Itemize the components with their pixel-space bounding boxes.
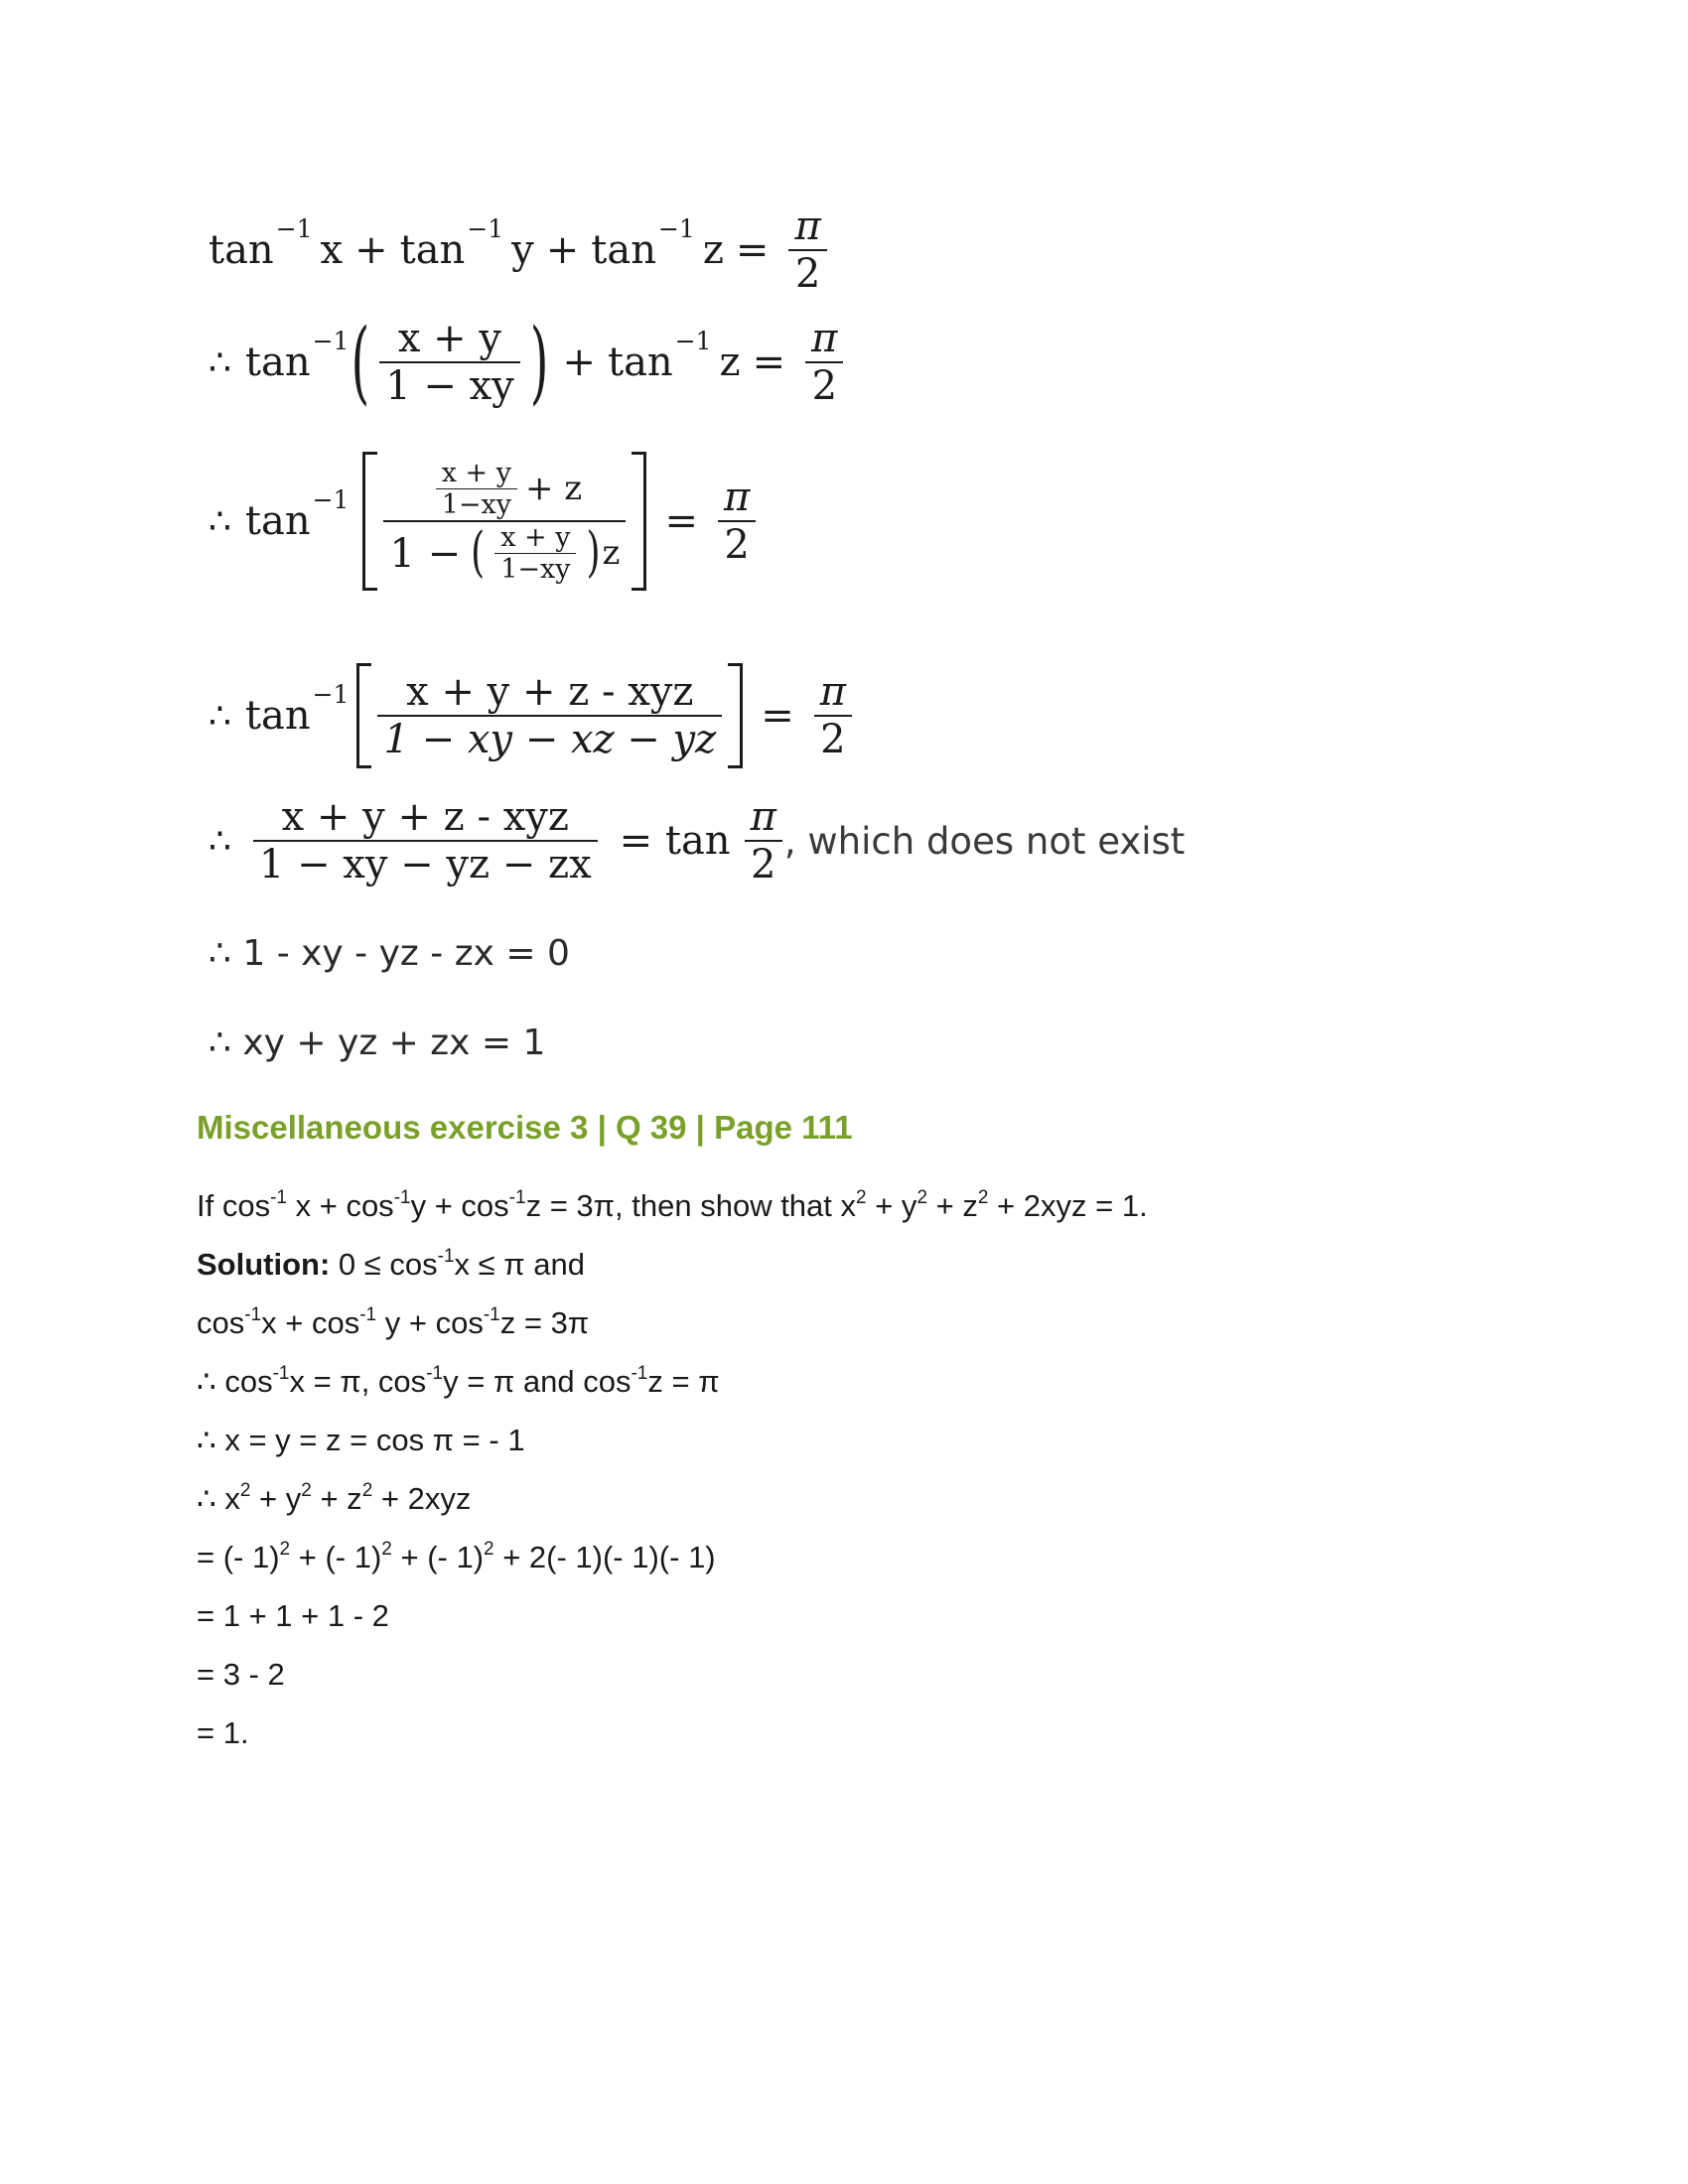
solution-label: Solution:	[197, 1247, 331, 1282]
denominator: 2	[820, 717, 846, 762]
solution-part: z = π	[647, 1364, 720, 1399]
var-z: z	[602, 533, 621, 574]
solution-part: x + cos	[261, 1305, 360, 1340]
superscript: 2	[361, 1479, 373, 1501]
question-part: + 2xyz = 1.	[988, 1188, 1148, 1223]
var-z: z	[702, 227, 724, 273]
inner-denominator: 1−xy	[441, 489, 511, 521]
question-part: + z	[927, 1188, 978, 1223]
solution-line-6	[197, 1540, 716, 1575]
solution-part: ∴ x	[197, 1481, 240, 1516]
question-part: + y	[866, 1188, 917, 1223]
math-line-7: ∴ xy + yz + zx = 1	[209, 1023, 546, 1063]
solution-part: + (- 1)	[290, 1540, 382, 1574]
question-part: x + cos	[287, 1188, 394, 1223]
solution-part: cos	[197, 1305, 245, 1340]
numerator: π	[819, 669, 847, 715]
question-part: z = 3π, then show that x	[525, 1188, 857, 1223]
question-part: If cos	[197, 1188, 271, 1223]
solution-part: = (- 1)	[197, 1540, 280, 1574]
denominator: 2	[794, 251, 821, 297]
solution-line-8: = 3 - 2	[197, 1657, 285, 1692]
superscript: 2	[484, 1538, 494, 1560]
solution-part: y + cos	[376, 1305, 484, 1340]
solution-part: + (- 1)	[391, 1540, 485, 1574]
therefore-symbol: ∴	[209, 695, 231, 737]
numerator: π	[723, 475, 751, 521]
var-y: y	[511, 227, 534, 273]
tan-fn: tan	[399, 227, 466, 273]
equals-sign: =	[752, 340, 786, 385]
solution-line-5	[197, 1481, 471, 1517]
solution-part: 0 ≤ cos	[330, 1247, 438, 1282]
math-line-4	[209, 663, 860, 768]
superscript: 2	[301, 1479, 312, 1501]
solution-part: y = π and cos	[443, 1364, 632, 1399]
therefore-symbol: ∴	[209, 500, 231, 542]
pi-over-two	[745, 794, 782, 887]
therefore-symbol: ∴	[209, 820, 231, 862]
math-line-1	[209, 204, 835, 297]
pi-over-two	[718, 475, 756, 568]
inverse-superscript: −1	[312, 484, 350, 514]
numerator: x + y	[397, 316, 502, 361]
superscript: -1	[508, 1186, 526, 1208]
superscript: -1	[437, 1245, 455, 1267]
numerator: π	[750, 794, 776, 840]
pi-over-two	[788, 204, 826, 297]
equals-sign: =	[664, 498, 698, 545]
pi-over-two	[805, 316, 843, 409]
denominator: 1 − xy − yz − zx	[258, 842, 592, 887]
solution-line-1	[197, 1247, 585, 1283]
numerator: x + y + z - xyz	[406, 669, 694, 715]
solution-line-2	[197, 1305, 589, 1341]
inverse-superscript: −1	[312, 679, 350, 709]
square-brackets	[356, 663, 743, 768]
var-x: x	[320, 227, 344, 273]
tan-fn: tan	[608, 340, 673, 385]
solution-part: + y	[250, 1481, 302, 1516]
compound-fraction	[383, 458, 626, 585]
tan-fn: tan	[244, 693, 311, 739]
inverse-superscript: −1	[674, 326, 712, 355]
one-minus: 1 −	[389, 530, 462, 577]
plus-sign: +	[562, 340, 596, 385]
solution-part: + z	[311, 1481, 362, 1516]
tan-fn: tan	[591, 227, 656, 273]
solution-line-3	[197, 1364, 720, 1400]
plus-sign: +	[354, 227, 388, 273]
question-text	[197, 1188, 1148, 1224]
superscript: -1	[270, 1186, 287, 1208]
superscript: 2	[279, 1538, 291, 1560]
superscript: 2	[239, 1479, 251, 1501]
inner-fraction	[494, 522, 576, 585]
equals-tan: = tan	[619, 818, 731, 864]
math-line-2	[209, 309, 851, 416]
denominator: 2	[724, 522, 750, 569]
solution-part: + 2xyz	[372, 1481, 472, 1516]
exercise-heading: Miscellaneous exercise 3 | Q 39 | Page 111	[197, 1109, 853, 1146]
inner-numerator: x + y	[441, 458, 511, 488]
solution-part: + 2(- 1)(- 1)(- 1)	[493, 1540, 716, 1574]
denominator: 2	[751, 842, 776, 887]
does-not-exist-note: , which does not exist	[783, 819, 1186, 863]
fraction	[379, 316, 520, 409]
math-line-5	[209, 794, 1185, 887]
numerator: π	[794, 204, 821, 249]
superscript: 2	[916, 1186, 928, 1208]
fraction	[377, 669, 722, 762]
inner-fraction	[436, 458, 517, 520]
solution-part: x = π, cos	[289, 1364, 427, 1399]
left-paren: (	[351, 309, 370, 416]
superscript: -1	[631, 1362, 648, 1384]
numerator: π	[811, 316, 838, 361]
question-part: y + cos	[410, 1188, 509, 1223]
tan-fn: tan	[244, 498, 311, 545]
pi-over-two	[814, 669, 852, 762]
inner-numerator: x + y	[500, 522, 571, 554]
fraction	[253, 794, 598, 887]
inverse-superscript: −1	[275, 213, 313, 243]
superscript: 2	[977, 1186, 989, 1208]
equals-sign: =	[735, 227, 770, 273]
inverse-superscript: −1	[657, 213, 695, 243]
math-line-6: ∴ 1 - xy - yz - zx = 0	[209, 933, 570, 974]
superscript: -1	[483, 1303, 500, 1325]
superscript: 2	[856, 1186, 867, 1208]
left-paren: (	[471, 522, 486, 585]
solution-part: ∴ cos	[197, 1364, 273, 1399]
denominator	[383, 522, 626, 585]
denominator: 1 − xy	[385, 363, 514, 409]
superscript: -1	[272, 1362, 290, 1384]
equals-sign: =	[761, 693, 794, 739]
solution-part: z = 3π	[499, 1305, 590, 1340]
math-line-3	[209, 452, 764, 591]
right-paren: )	[586, 522, 601, 585]
tan-fn: tan	[209, 227, 274, 273]
solution-line-7: = 1 + 1 + 1 - 2	[197, 1598, 389, 1633]
inverse-superscript: −1	[467, 213, 504, 243]
plus-sign: +	[545, 227, 580, 273]
denominator: 1 − xy − xz − yz	[383, 717, 717, 762]
right-paren: )	[529, 309, 549, 416]
solution-line-4: ∴ x = y = z = cos π = - 1	[197, 1423, 525, 1457]
superscript: 2	[381, 1538, 392, 1560]
numerator	[422, 458, 589, 520]
denominator: 2	[811, 363, 838, 409]
superscript: -1	[393, 1186, 411, 1208]
therefore-symbol: ∴	[209, 341, 231, 383]
superscript: -1	[426, 1362, 444, 1384]
solution-line-9: = 1.	[197, 1715, 249, 1750]
square-brackets	[362, 452, 646, 591]
superscript: -1	[244, 1303, 262, 1325]
inverse-superscript: −1	[312, 326, 350, 355]
tan-fn: tan	[244, 340, 311, 385]
var-z: z	[719, 340, 741, 385]
inner-denominator: 1−xy	[500, 554, 571, 586]
solution-part: x ≤ π and	[454, 1247, 586, 1282]
superscript: -1	[359, 1303, 377, 1325]
plus-z: + z	[524, 469, 583, 508]
numerator: x + y + z - xyz	[281, 794, 569, 840]
